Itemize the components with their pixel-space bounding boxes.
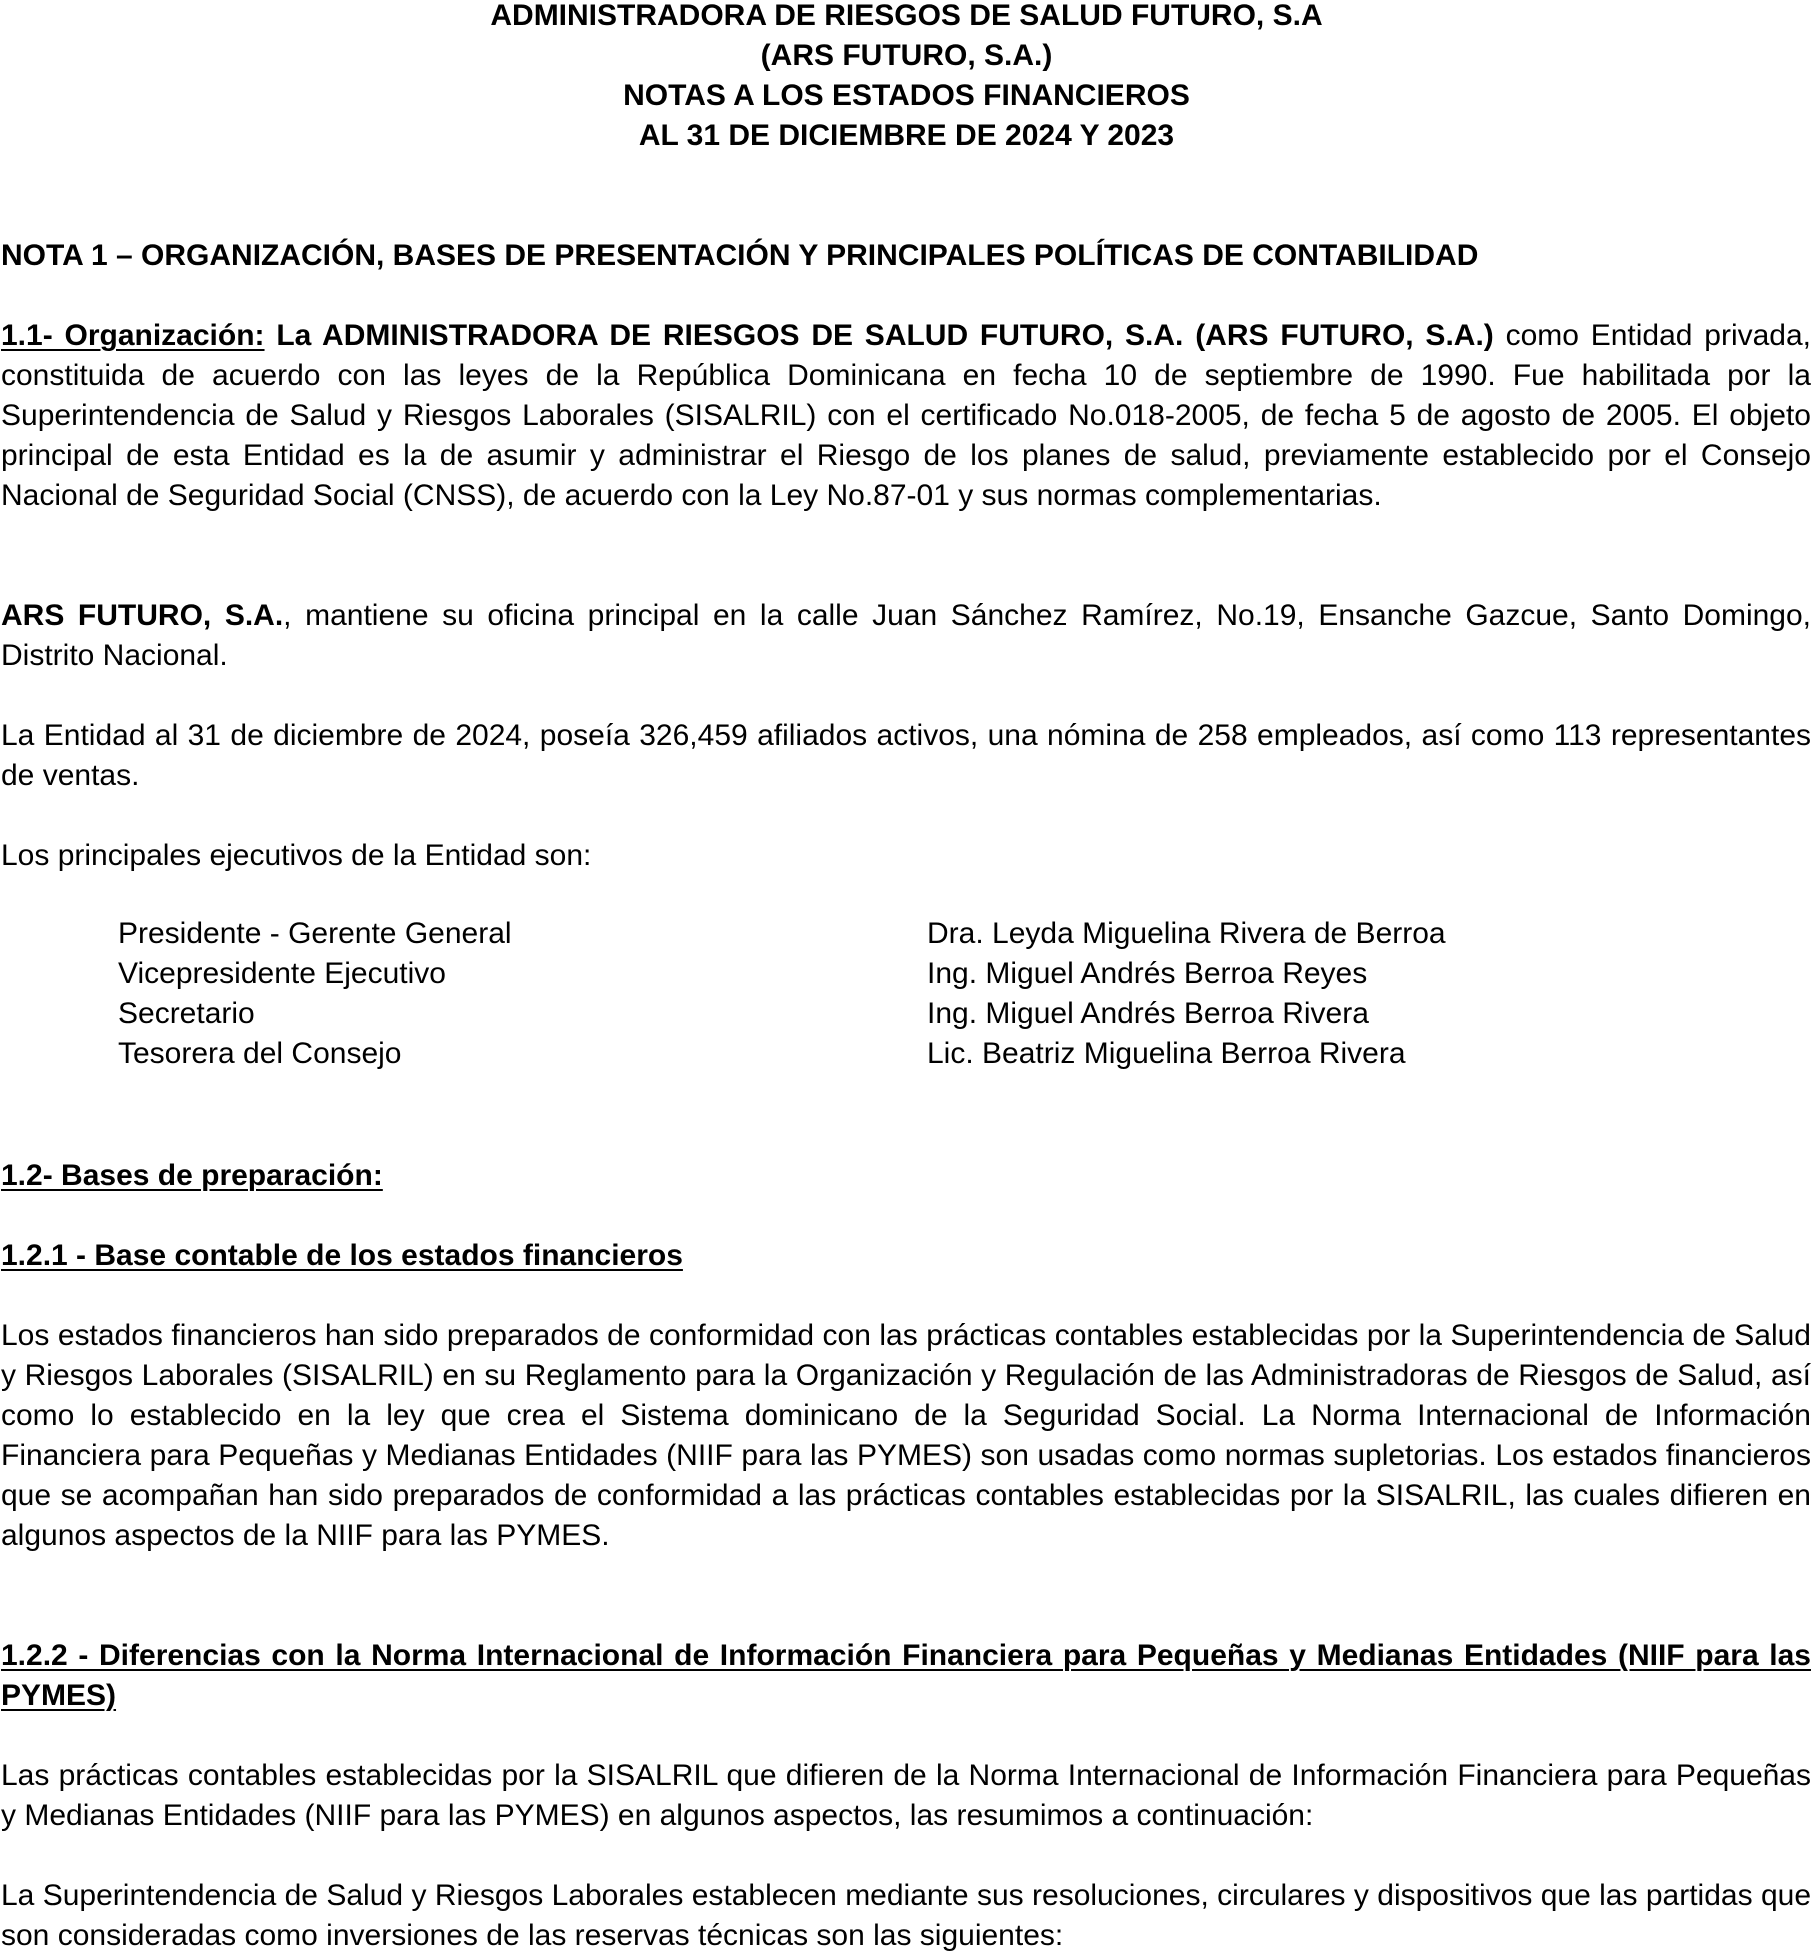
paragraph-reservas-tecnicas: La Superintendencia de Salud y Riesgos Laborales establecen mediante sus resoluciones, circulares y dispositivos que las partidas que son consideradas como inversiones de las reservas técnicas son las siguientes: <box>1 1879 1811 1952</box>
document-header <box>0 0 1813 156</box>
executive-row <box>118 954 1446 994</box>
executive-row <box>118 1034 1446 1074</box>
header-document-title: NOTAS A LOS ESTADOS FINANCIEROS <box>623 79 1190 112</box>
executives-list <box>118 914 1446 1074</box>
executive-name: Ing. Miguel Andrés Berroa Reyes <box>927 957 1368 990</box>
executive-role: Tesorera del Consejo <box>118 1037 402 1070</box>
paragraph-ejecutivos-intro: Los principales ejecutivos de la Entidad son: <box>1 839 592 872</box>
executive-row <box>118 914 1446 954</box>
section-1-1-label: 1.1- Organización: <box>1 319 265 352</box>
header-company-name: ADMINISTRADORA DE RIESGOS DE SALUD FUTURO, S.A <box>490 0 1323 32</box>
organizacion-body: como Entidad privada, constituida de acuerdo con las leyes de la República Dominicana en fecha 10 de septiembre de 1990. Fue habilitada por la Superintendencia de Salud y Riesgos Laborales (SISALRIL) con el certificado No.018-2005, de fecha 5 de agosto de 2005. El objeto principal de esta Entidad es la de asumir y administrar el Riesgo de los planes de salud, previamente establecido por el Consejo Nacional de Seguridad Social (CNSS), de acuerdo con la Ley No.87-01 y sus normas complementarias. <box>1 319 1812 512</box>
executive-name: Dra. Leyda Miguelina Rivera de Berroa <box>927 917 1446 950</box>
section-1-2-1-label: 1.2.1 - Base contable de los estados financieros <box>1 1239 683 1272</box>
oficina-entity-name: ARS FUTURO, S.A. <box>1 599 284 632</box>
executive-name: Ing. Miguel Andrés Berroa Rivera <box>927 997 1369 1030</box>
note1-title: NOTA 1 – ORGANIZACIÓN, BASES DE PRESENTACIÓN Y PRINCIPALES POLÍTICAS DE CONTABILIDAD <box>1 239 1479 272</box>
executive-role: Presidente - Gerente General <box>118 917 512 950</box>
executive-row <box>118 994 1446 1034</box>
header-company-short-name: (ARS FUTURO, S.A.) <box>760 39 1053 72</box>
executive-name: Lic. Beatriz Miguelina Berroa Rivera <box>927 1037 1406 1070</box>
paragraph-estadisticas: La Entidad al 31 de diciembre de 2024, poseía 326,459 afiliados activos, una nómina de 258 empleados, así como 113 representantes de ventas. <box>1 719 1811 792</box>
paragraph-oficina <box>1 596 1811 676</box>
header-period: AL 31 DE DICIEMBRE DE 2024 Y 2023 <box>638 119 1175 152</box>
executive-role: Vicepresidente Ejecutivo <box>118 957 446 990</box>
executive-role: Secretario <box>118 997 255 1030</box>
oficina-body: , mantiene su oficina principal en la calle Juan Sánchez Ramírez, No.19, Ensanche Gazcue, Santo Domingo, Distrito Nacional. <box>1 599 1812 672</box>
section-1-2-heading <box>1 1156 1811 1196</box>
organizacion-entity-name: La ADMINISTRADORA DE RIESGOS DE SALUD FUTURO, S.A. (ARS FUTURO, S.A.) <box>264 319 1494 352</box>
section-1-2-2-heading <box>1 1636 1811 1716</box>
paragraph-diferencias-niif: Las prácticas contables establecidas por la SISALRIL que difieren de la Norma Internacional de Información Financiera para Pequeñas y Medianas Entidades (NIIF para las PYMES) en algunos aspectos, las resumimos a continuación: <box>1 1759 1811 1832</box>
paragraph-base-contable: Los estados financieros han sido preparados de conformidad con las prácticas contables establecidas por la Superintendencia de Salud y Riesgos Laborales (SISALRIL) en su Reglamento para la Organización y Regulación de las Administradoras de Riesgos de Salud, así como lo establecido en la ley que crea el Sistema dominicano de la Seguridad Social. La Norma Internacional de Información Financiera para Pequeñas y Medianas Entidades (NIIF para las PYMES) son usadas como normas supletorias. Los estados financieros que se acompañan han sido preparados de conformidad a las prácticas contables establecidas por la SISALRIL, las cuales difieren en algunos aspectos de la NIIF para las PYMES. <box>1 1319 1811 1552</box>
paragraph-organizacion <box>1 316 1811 516</box>
section-1-2-2-label: 1.2.2 - Diferencias con la Norma Internacional de Información Financiera para Pequeñas y Medianas Entidades (NIIF para las PYMES) <box>1 1639 1811 1712</box>
section-1-2-1-heading <box>1 1236 1811 1276</box>
section-1-2-label: 1.2- Bases de preparación: <box>1 1159 383 1192</box>
